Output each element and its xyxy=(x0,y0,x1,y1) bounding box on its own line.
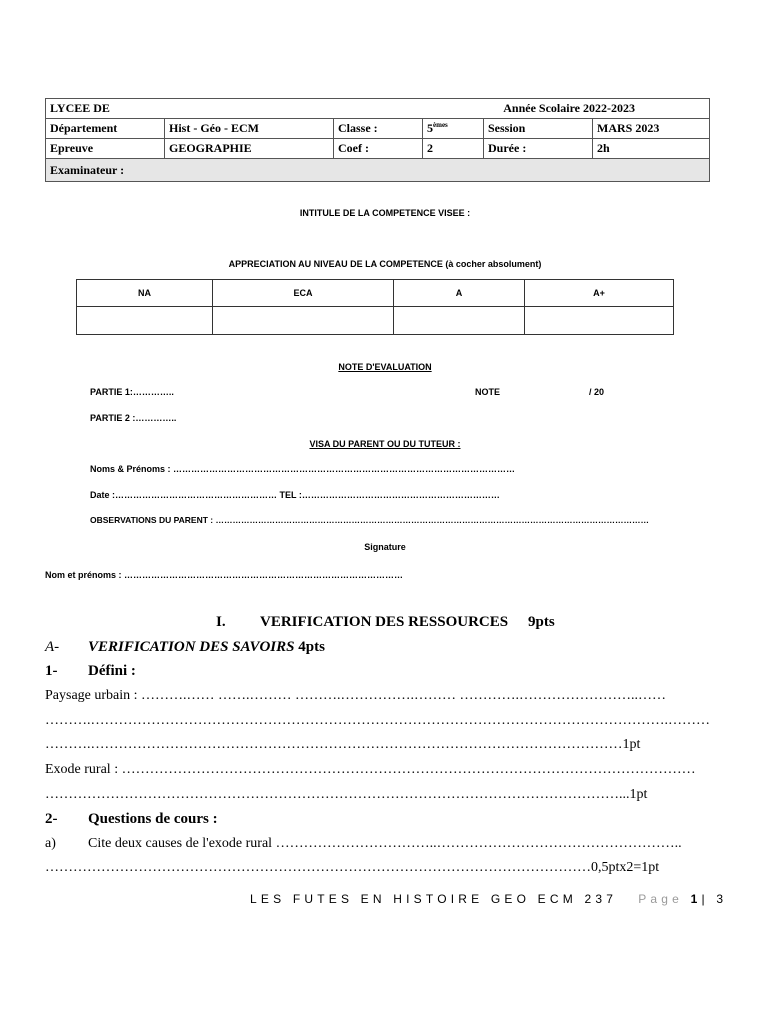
sub-letter: A- xyxy=(45,639,60,655)
level-eca: ECA xyxy=(213,280,394,307)
q1-title: Défini : xyxy=(88,663,136,679)
section-roman: I. xyxy=(216,614,226,630)
duree-label: Durée : xyxy=(484,139,593,159)
footer-total-pages: 3 xyxy=(716,892,728,906)
q1-num: 1- xyxy=(45,663,58,679)
signature-label: Signature xyxy=(364,542,406,552)
answer-line-3[interactable]: ……….……………………………………………………………………………………………………1pt xyxy=(45,737,641,752)
date-tel-field[interactable]: Date :……………………………………………… TEL :………………………………………………………… xyxy=(90,490,500,500)
page-footer xyxy=(250,892,727,906)
intitule-competence: INTITULE DE LA COMPETENCE VISEE : xyxy=(299,208,471,218)
checkbox-eca[interactable] xyxy=(213,307,394,335)
annee-scolaire-text: Année Scolaire 2022-2023 xyxy=(503,101,635,115)
session-value: MARS 2023 xyxy=(593,119,710,139)
sub-title: VERIFICATION DES SAVOIRS xyxy=(88,639,295,655)
epreuve-value: GEOGRAPHIE xyxy=(165,139,334,159)
session-label: Session xyxy=(484,119,593,139)
qa-text[interactable]: Cite deux causes de l'exode rural ……………………………..…………………………………………….. xyxy=(88,836,682,851)
partie2: PARTIE 2 :………….. xyxy=(90,413,177,423)
departement-label: Département xyxy=(46,119,165,139)
level-a: A xyxy=(394,280,525,307)
observations-field[interactable]: OBSERVATIONS DU PARENT : ……………………………………………………………………………………………………………………………………… xyxy=(90,515,649,525)
classe-label: Classe : xyxy=(334,119,423,139)
answer-line-5[interactable]: ……………………………………………………………………………………………………………...1pt xyxy=(45,787,648,802)
answer-line-2[interactable]: ……….…………………………………………………………………………………………………………….……… xyxy=(45,713,710,728)
departement-value: Hist - Géo - ECM xyxy=(165,119,334,139)
answer-line-1[interactable]: Paysage urbain : ……….…… …….……… ……….…………….……… ………….……………………..…… xyxy=(45,688,667,703)
footer-page-word: Page xyxy=(638,892,684,906)
duree-value: 2h xyxy=(593,139,710,159)
note-label: NOTE xyxy=(475,387,501,397)
footer-page-number: 1 xyxy=(690,892,702,906)
checkbox-a-plus[interactable] xyxy=(525,307,674,335)
q2-num: 2- xyxy=(45,811,58,827)
note-value: / 20 xyxy=(589,387,605,397)
checkbox-na[interactable] xyxy=(77,307,213,335)
answer-line-4[interactable]: Exode rural : …………………………………………………………………………………………………………… xyxy=(45,762,696,777)
level-a-plus: A+ xyxy=(525,280,674,307)
level-na: NA xyxy=(77,280,213,307)
epreuve-label: Epreuve xyxy=(46,139,165,159)
coef-value: 2 xyxy=(423,139,484,159)
note-evaluation-title: NOTE D'EVALUATION xyxy=(338,362,432,372)
section-title: VERIFICATION DES RESSOURCES xyxy=(260,614,509,630)
section-points: 9pts xyxy=(528,614,555,630)
checkbox-a[interactable] xyxy=(394,307,525,335)
nom-eleve-field[interactable]: Nom et prénoms : ………………………………………………………………………………… xyxy=(45,570,404,580)
noms-prenoms-field[interactable]: Noms & Prénoms : …………………………………………………………………………………………………… xyxy=(90,464,516,474)
lycee-label: LYCEE DE xyxy=(46,99,423,119)
sub-points: 4pts xyxy=(298,639,325,655)
appreciation-title: APPRECIATION AU NIVEAU DE LA COMPETENCE (à cocher absolument) xyxy=(228,259,542,269)
examinateur-label: Examinateur : xyxy=(46,159,710,182)
answer-line-6[interactable]: ………………………………………………………………………………………………………0,5ptx2=1pt xyxy=(45,860,660,875)
qa-letter: a) xyxy=(45,836,56,851)
classe-number: 5 xyxy=(427,121,433,135)
partie1: PARTIE 1:………….. xyxy=(90,387,174,397)
q2-title: Questions de cours : xyxy=(88,811,218,827)
annee-scolaire xyxy=(423,99,710,119)
competence-table xyxy=(76,279,674,335)
footer-separator: | xyxy=(701,892,709,906)
visa-parent: VISA DU PARENT OU DU TUTEUR : xyxy=(309,439,461,449)
sub-heading xyxy=(88,639,325,656)
coef-label: Coef : xyxy=(334,139,423,159)
header-table xyxy=(45,98,710,182)
footer-text: LES FUTES EN HISTOIRE GEO ECM 237 xyxy=(250,892,618,906)
classe-sup: èmes xyxy=(433,121,448,129)
classe-value xyxy=(423,119,484,139)
